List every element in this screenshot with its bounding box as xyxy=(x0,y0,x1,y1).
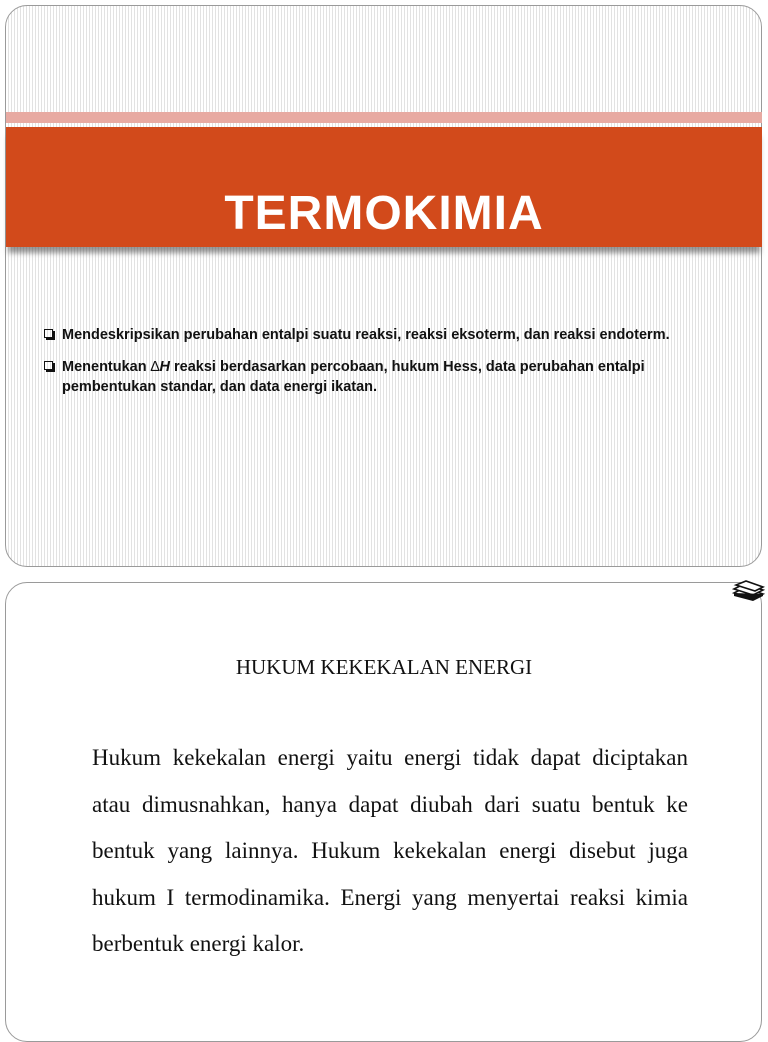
list-item xyxy=(44,325,704,345)
bullet-text: Mendeskripsikan perubahan entalpi suatu reaksi, reaksi eksoterm, dan reaksi endoterm. xyxy=(62,327,670,343)
delta-symbol: ∆ xyxy=(150,359,160,375)
section-heading: HUKUM KEKEKALAN ENERGI xyxy=(235,655,533,679)
checkbox-square-icon xyxy=(44,361,53,370)
objectives-list xyxy=(44,325,704,409)
enthalpy-symbol: H xyxy=(159,359,170,375)
slide-title: TERMOKIMIA xyxy=(224,187,544,240)
checkbox-square-icon xyxy=(44,329,53,338)
slide-termokimia xyxy=(5,5,762,567)
books-icon xyxy=(731,577,765,601)
list-item xyxy=(44,357,704,397)
bullet-text-before: Menentukan xyxy=(62,359,151,375)
accent-strip xyxy=(6,112,762,123)
bullet-text-after: reaksi berdasarkan percobaan, hukum Hess, data perubahan entalpi pembentukan standar, dan data energi ikatan. xyxy=(62,359,645,395)
body-paragraph: Hukum kekekalan energi yaitu energi tidak dapat diciptakan atau dimusnahkan, hanya dapat diubah dari suatu bentuk ke bentuk yang lainnya. Hukum kekekalan energi disebut juga hukum I termodinamika. Energi yang menyertai reaksi kimia berbentuk energi kalor. xyxy=(92,745,688,956)
